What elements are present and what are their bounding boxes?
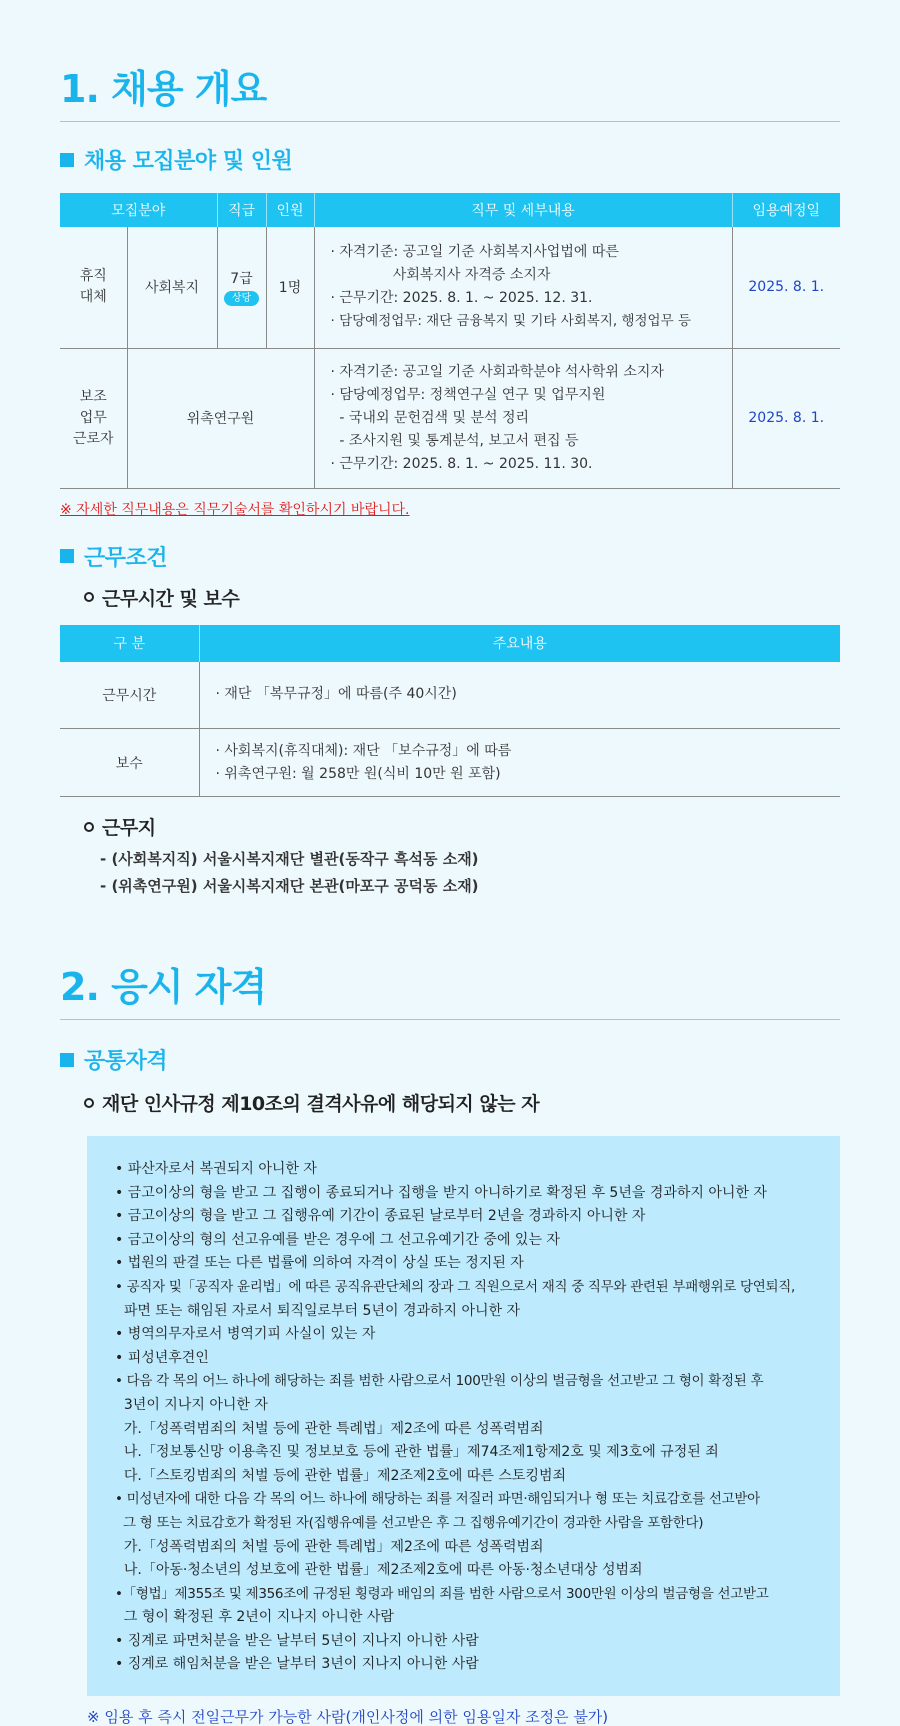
row-grade bbox=[217, 227, 266, 348]
header-category: 구 분 bbox=[60, 625, 199, 662]
recruit-table-header bbox=[60, 193, 840, 227]
content-line: · 사회복지(휴직대체): 재단 「보수규정」에 따름 bbox=[215, 742, 512, 759]
header-count: 인원 bbox=[266, 193, 314, 227]
list-item: 그 형이 확정된 후 2년이 지나지 아니한 사람 bbox=[115, 1609, 394, 1626]
list-item: • 금고이상의 형을 받고 그 집행유예 기간이 종료된 날로부터 2년을 경과하지 아니한 자 bbox=[115, 1208, 646, 1225]
row-date: 2025. 8. 1. bbox=[732, 227, 840, 348]
common-subtitle-text: 공통자격 bbox=[84, 1049, 168, 1074]
section1-title: 1. 채용 개요 bbox=[60, 58, 840, 122]
content-line: · 재단 「복무규정」에 따름(주 40시간) bbox=[215, 686, 457, 703]
header-details: 직무 및 세부내용 bbox=[314, 193, 732, 227]
list-item: • 미성년자에 대한 다음 각 목의 어느 하나에 해당하는 죄를 저질러 파면·해임되거나 형 또는 치료감호를 선고받아 bbox=[115, 1491, 760, 1508]
row-details bbox=[314, 227, 732, 348]
circle-bullet-icon bbox=[84, 1098, 94, 1108]
circle-bullet-icon bbox=[84, 822, 94, 832]
list-item: 나.「아동·청소년의 성보호에 관한 법률」제2조제2호에 따른 아동·청소년대상 성범죄 bbox=[115, 1562, 643, 1579]
square-bullet-icon bbox=[60, 549, 74, 563]
detail-line: · 근무기간: 2025. 8. 1. ~ 2025. 11. 30. bbox=[330, 455, 593, 472]
list-item: 다.「스토킹범죄의 처벌 등에 관한 법률」제2조제2호에 따른 스토킹범죄 bbox=[115, 1467, 567, 1484]
row-details bbox=[314, 348, 732, 488]
detail-line: - 조사지원 및 통계분석, 보고서 편집 등 bbox=[330, 432, 579, 449]
location-item: - (사회복지직) 서울시복지재단 별관(동작구 흑석동 소재) bbox=[100, 850, 479, 868]
detail-line: · 자격기준: 공고일 기준 사회과학분야 석사학위 소지자 bbox=[330, 363, 664, 380]
row-category: 보조 업무 근로자 bbox=[60, 348, 127, 488]
grade-badge: 상당 bbox=[224, 291, 259, 306]
row-field: 사회복지 bbox=[127, 227, 217, 348]
list-item: • 법원의 판결 또는 다른 법률에 의하여 자격이 상실 또는 정지된 자 bbox=[115, 1255, 524, 1272]
square-bullet-icon bbox=[60, 1053, 74, 1067]
recruit-subtitle-text: 채용 모집분야 및 인원 bbox=[84, 149, 293, 174]
recruit-subtitle bbox=[60, 144, 840, 175]
hours-title-text: 근무시간 및 보수 bbox=[102, 587, 240, 610]
common-subtitle bbox=[60, 1044, 840, 1075]
content-line: · 위촉연구원: 월 258만 원(식비 10만 원 포함) bbox=[215, 765, 501, 782]
header-field: 모집분야 bbox=[60, 193, 217, 227]
detail-line: · 자격기준: 공고일 기준 사회복지사업법에 따른 bbox=[330, 244, 619, 261]
disqualification-box bbox=[87, 1136, 840, 1696]
location-title-text: 근무지 bbox=[102, 817, 156, 839]
location-title bbox=[84, 813, 840, 840]
table-row bbox=[60, 227, 840, 348]
list-item: • 징계로 해임처분을 받은 날부터 3년이 지나지 아니한 사람 bbox=[115, 1656, 479, 1673]
list-item: • 병역의무자로서 병역기피 사실이 있는 자 bbox=[115, 1326, 376, 1343]
grade-text: 7급 bbox=[230, 271, 253, 288]
hours-title bbox=[84, 584, 840, 611]
list-item: 가.「성폭력범죄의 처벌 등에 관한 특례법」제2조에 따른 성폭력범죄 bbox=[115, 1420, 544, 1437]
section2-title: 2. 응시 자격 bbox=[60, 956, 840, 1020]
row-content bbox=[199, 662, 840, 729]
disqualification-title-text: 재단 인사규정 제10조의 결격사유에 해당되지 않는 자 bbox=[102, 1093, 540, 1115]
row-count: 1명 bbox=[266, 227, 314, 348]
list-item: •「형법」제355조 및 제356조에 규정된 횡령과 배임의 죄를 범한 사람으로서 300만원 이상의 벌금형을 선고받고 bbox=[115, 1585, 769, 1602]
page bbox=[60, 0, 840, 1726]
row-date: 2025. 8. 1. bbox=[732, 348, 840, 488]
location-item: - (위촉연구원) 서울시복지재단 본관(마포구 공덕동 소재) bbox=[100, 877, 479, 895]
row-label: 보수 bbox=[60, 729, 199, 797]
row-category: 휴직 대체 bbox=[60, 227, 127, 348]
list-item: • 공직자 및「공직자 윤리법」에 따른 공직유관단체의 장과 그 직원으로서 재직 중 직무와 관련된 부패행위로 당연퇴직, bbox=[115, 1278, 796, 1295]
recruit-table bbox=[60, 193, 840, 489]
list-item: • 피성년후견인 bbox=[115, 1349, 209, 1366]
header-content: 주요내용 bbox=[199, 625, 840, 662]
detail-line: · 담당예정업무: 재단 금융복지 및 기타 사회복지, 행정업무 등 bbox=[330, 313, 691, 330]
list-item: • 파산자로서 복권되지 아니한 자 bbox=[115, 1161, 317, 1177]
detail-line: 사회복지사 자격증 소지자 bbox=[330, 267, 551, 284]
conditions-subtitle bbox=[60, 541, 840, 572]
row-content bbox=[199, 729, 840, 797]
recruit-note: ※ 자세한 직무내용은 직무기술서를 확인하시기 바랍니다. bbox=[60, 501, 410, 518]
list-item: 나.「정보통신망 이용촉진 및 정보보호 등에 관한 법률」제74조제1항제2호 및 제3호에 규정된 죄 bbox=[115, 1444, 719, 1461]
list-item: 3년이 지나지 아니한 자 bbox=[115, 1396, 268, 1413]
detail-line: · 담당예정업무: 정책연구실 연구 및 업무지원 bbox=[330, 386, 606, 403]
conditions-table bbox=[60, 625, 840, 798]
row-label: 근무시간 bbox=[60, 662, 199, 729]
circle-bullet-icon bbox=[84, 592, 94, 602]
table-row bbox=[60, 729, 840, 797]
row-field: 위촉연구원 bbox=[127, 348, 314, 488]
detail-line: · 근무기간: 2025. 8. 1. ~ 2025. 12. 31. bbox=[330, 290, 593, 307]
table-row bbox=[60, 348, 840, 488]
disqualification-title bbox=[84, 1089, 840, 1116]
detail-line: - 국내외 문헌검색 및 분석 정리 bbox=[330, 409, 529, 426]
square-bullet-icon bbox=[60, 153, 74, 167]
table-row bbox=[60, 662, 840, 729]
header-grade: 직급 bbox=[217, 193, 266, 227]
list-item: • 금고이상의 형을 받고 그 집행이 종료되거나 집행을 받지 아니하기로 확정된 후 5년을 경과하지 아니한 자 bbox=[115, 1184, 767, 1201]
list-item: 그 형 또는 치료감호가 확정된 자(집행유예를 선고받은 후 그 집행유예기간이 경과한 사람을 포함한다) bbox=[115, 1514, 704, 1531]
list-item: • 다음 각 목의 어느 하나에 해당하는 죄를 범한 사람으로서 100만원 이상의 벌금형을 선고받고 그 형이 확정된 후 bbox=[115, 1373, 764, 1390]
list-item: 가.「성폭력범죄의 처벌 등에 관한 특례법」제2조에 따른 성폭력범죄 bbox=[115, 1538, 544, 1555]
list-item: 파면 또는 해임된 자로서 퇴직일로부터 5년이 경과하지 아니한 자 bbox=[115, 1302, 521, 1319]
location-list bbox=[100, 846, 840, 900]
list-item: • 금고이상의 형의 선고유예를 받은 경우에 그 선고유예기간 중에 있는 자 bbox=[115, 1231, 560, 1248]
conditions-table-header bbox=[60, 625, 840, 662]
availability-note: ※ 임용 후 즉시 전일근무가 가능한 사람(개인사정에 의한 임용일자 조정은 불가) bbox=[87, 1708, 609, 1726]
list-item: • 징계로 파면처분을 받은 날부터 5년이 지나지 아니한 사람 bbox=[115, 1632, 479, 1649]
header-date: 임용예정일 bbox=[732, 193, 840, 227]
conditions-subtitle-text: 근무조건 bbox=[84, 545, 168, 571]
